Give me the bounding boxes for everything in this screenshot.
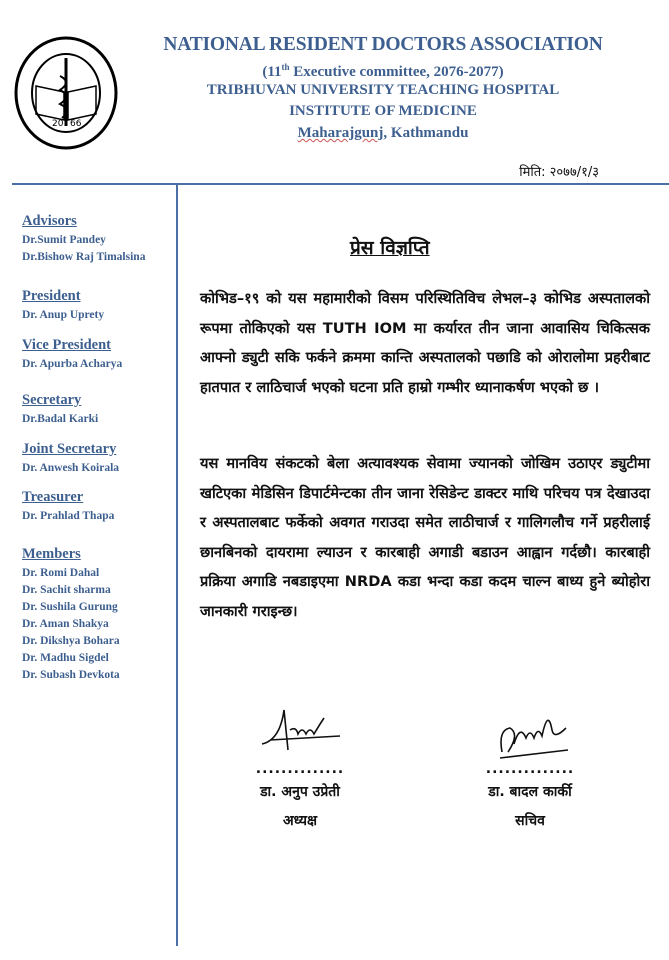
committee-heading: Vice President bbox=[22, 337, 111, 353]
signature-president: .............. डा. अनुप उप्रेती अध्यक्ष bbox=[240, 700, 360, 830]
committee-heading: Advisors bbox=[22, 213, 77, 229]
signatory-name: डा. अनुप उप्रेती bbox=[260, 784, 340, 800]
committee-group bbox=[22, 441, 119, 477]
committee-member: Dr. Dikshya Bohara bbox=[22, 635, 120, 647]
signature-image bbox=[250, 700, 350, 762]
hospital-name: TRIBHUVAN UNIVERSITY TEACHING HOSPITAL bbox=[206, 82, 560, 98]
committee-member: Dr. Anwesh Koirala bbox=[22, 462, 120, 474]
sidebar-divider bbox=[176, 184, 178, 946]
committee-member: Dr.Sumit Pandey bbox=[22, 234, 106, 246]
committee-member: Dr.Badal Karki bbox=[22, 413, 99, 425]
committee-member: Dr. Apurba Acharya bbox=[22, 358, 123, 370]
committee-member: Dr. Madhu Sigdel bbox=[22, 652, 109, 664]
committee-heading: Members bbox=[22, 546, 81, 562]
committee-member: Dr. Sushila Gurung bbox=[22, 601, 118, 613]
committee-member: Dr. Sachit sharma bbox=[22, 584, 111, 596]
svg-text:66: 66 bbox=[70, 119, 82, 129]
committee-group bbox=[22, 213, 145, 266]
committee-line: (11th Executive committee, 2076-2077) bbox=[262, 62, 504, 80]
committee-member: Dr. Prahlad Thapa bbox=[22, 510, 115, 522]
committee-group bbox=[22, 337, 122, 373]
body-paragraph-2: यस मानविय संकटको बेला अत्यावश्यक सेवामा ज्यानको जोखिम उठाएर ड्युटीमा खटिएका मेडिसिन डिपार्टमेन्टका तीन जाना रेसिडेन्ट डाक्टर माथि परिचय पत्र देखाउदा र अस्पतालबाट फर्केको अवगत गराउदा समेत लाठीचार्ज र गालिगलौच गर्ने प्रहरीलाई छानबिनको दायरामा ल्याउन र कारबाही अगाडी बडाउन आह्वान गर्दछौ। कारबाही प्रक्रिया अगाडि नबडाइएमा NRDA कडा भन्दा कडा कदम चाल्न बाध्य हुने ब्योहोरा जानकारी गराइन्छ। bbox=[200, 455, 650, 620]
date: मिति: २०७७/१/३ bbox=[519, 165, 599, 180]
committee-group bbox=[22, 489, 114, 525]
committee-group bbox=[22, 392, 98, 428]
committee-group bbox=[22, 288, 104, 324]
press-release-title: प्रेस विज्ञप्ति bbox=[350, 237, 430, 259]
committee-heading: Treasurer bbox=[22, 489, 84, 505]
signature-image bbox=[480, 700, 580, 762]
svg-text:20: 20 bbox=[52, 119, 64, 129]
signatory-name: डा. बादल कार्की bbox=[488, 784, 572, 800]
signatory-role: अध्यक्ष bbox=[282, 813, 318, 829]
signature-secretary: .............. डा. बादल कार्की सचिव bbox=[470, 700, 590, 830]
institute-name: INSTITUTE OF MEDICINE bbox=[289, 103, 477, 119]
signatory-role: सचिव bbox=[515, 813, 545, 829]
nrda-logo bbox=[14, 36, 118, 150]
committee-member: Dr. Aman Shakya bbox=[22, 618, 109, 630]
committee-member: Dr.Bishow Raj Timalsina bbox=[22, 251, 146, 263]
committee-group bbox=[22, 546, 120, 684]
committee-member: Dr. Anup Uprety bbox=[22, 309, 105, 321]
address: Maharajgunj, Kathmandu bbox=[297, 125, 469, 141]
body-paragraph-1: कोभिड–१९ को यस महामारीको विसम परिस्थितिविच लेभल–३ कोभिड अस्पतालको रूपमा तोकिएको यस TUTH IOM मा कर्यारत तीन जाना आवासिय चिकित्सक आफ्नो ड्युटी सकि फर्कने क्रममा कान्ति अस्पतालको पछाडि को ओरालोमा प्रहरीबाट हातपात र लाठिचार्ज भएको घटना प्रति हाम्रो गम्भीर ध्यानाकर्षण भएको छ । bbox=[200, 290, 650, 396]
committee-member: Dr. Romi Dahal bbox=[22, 567, 100, 579]
committee-member: Dr. Subash Devkota bbox=[22, 669, 120, 681]
committee-heading: President bbox=[22, 288, 81, 304]
org-name: NATIONAL RESIDENT DOCTORS ASSOCIATION bbox=[163, 34, 603, 55]
header-divider bbox=[12, 183, 669, 185]
committee-heading: Joint Secretary bbox=[22, 441, 117, 457]
committee-heading: Secretary bbox=[22, 392, 82, 408]
